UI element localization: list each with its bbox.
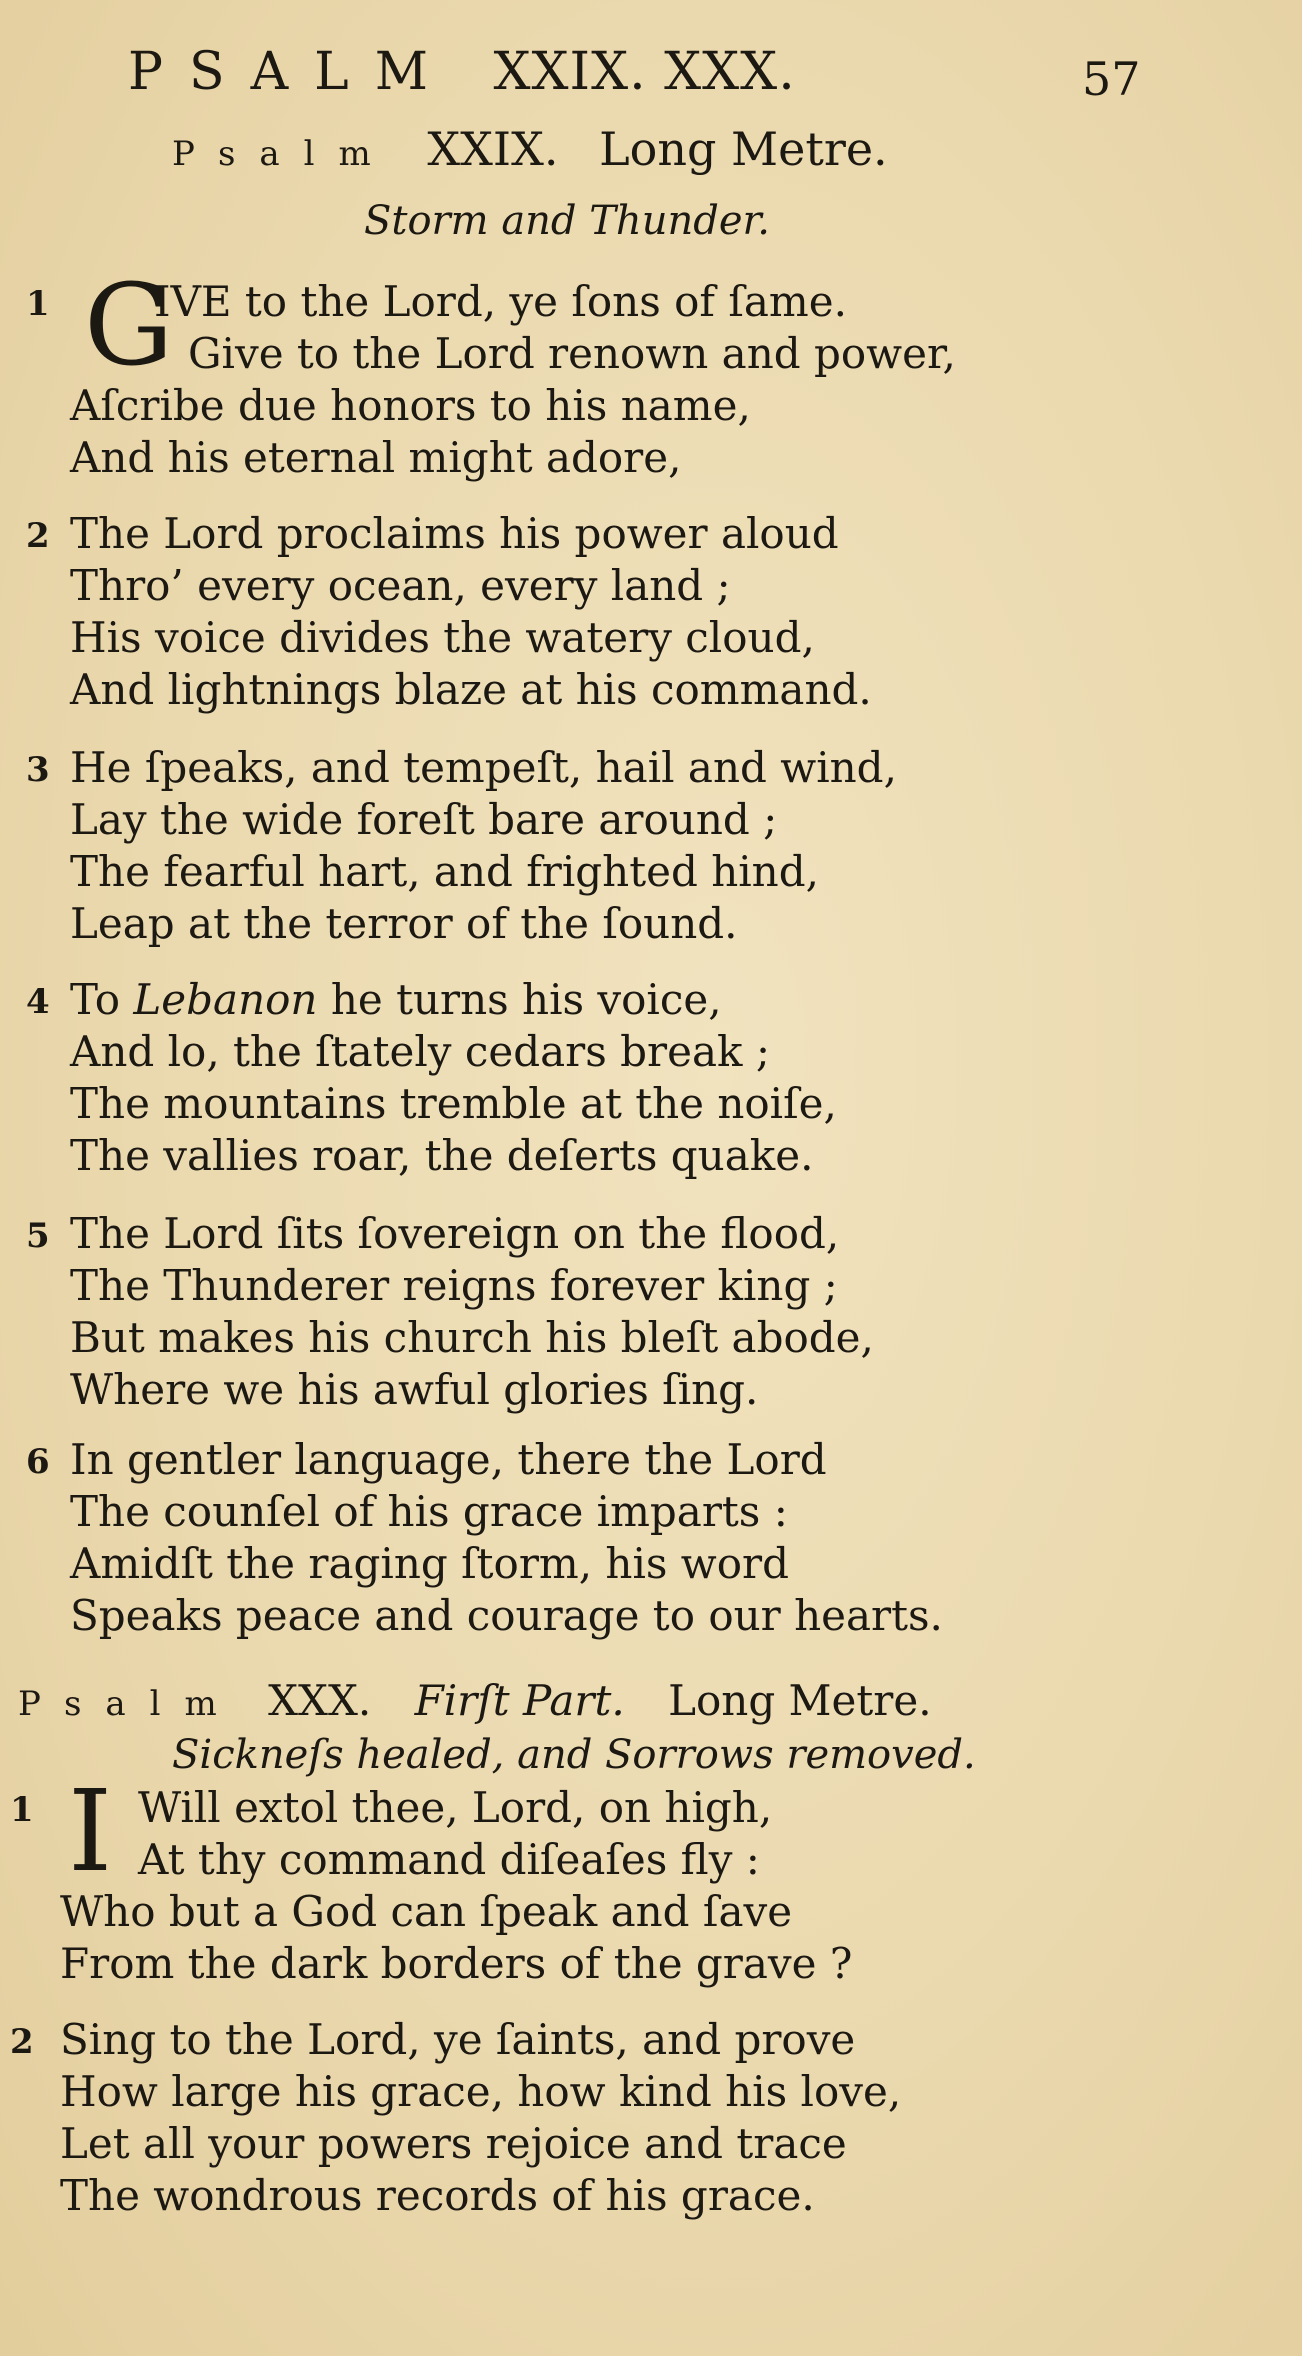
verse-line: Let all your powers rejoice and trace: [60, 2119, 847, 2168]
psalm-29-subtitle: Storm and Thunder.: [364, 198, 770, 244]
running-head-psalm-word: PSALM: [128, 42, 454, 102]
psalm-30-metre: Long Metre.: [668, 1676, 932, 1725]
psalm-30-part: Firſt Part.: [414, 1676, 625, 1725]
verse-line: At thy command diſeaſes fly :: [138, 1835, 760, 1884]
psalm-29-stanza-2: [26, 508, 872, 716]
psalm-30-stanza-1: [10, 1767, 853, 1990]
stanza-number: 1: [26, 284, 50, 324]
verse-line: Speaks peace and courage to our hearts.: [70, 1591, 943, 1640]
verse-line: The Thunderer reigns forever king ;: [70, 1261, 838, 1310]
verse-line: The Lord proclaims his power aloud: [70, 509, 839, 558]
verse-line-rest: he turns his voice,: [330, 975, 722, 1024]
verse-line: Leap at the terror of the ſound.: [70, 899, 738, 948]
verse-line: Aſcribe due honors to his name,: [70, 381, 751, 430]
psalm-29-stanza-3: [26, 742, 897, 950]
verse-line: But makes his church his bleſt abode,: [70, 1313, 874, 1362]
page-number: 57: [1082, 52, 1141, 106]
verse-line: And lo, the ſtately cedars break ;: [70, 1027, 770, 1076]
stanza-number: 6: [26, 1442, 50, 1482]
psalm-30-stanza-2: [10, 2014, 901, 2222]
psalm-29-stanza-6: [26, 1434, 943, 1642]
stanza-number: 1: [10, 1790, 34, 1830]
verse-line: The fearful hart, and frighted hind,: [70, 847, 819, 896]
psalm-30-heading: [18, 1676, 932, 1725]
psalm-29-stanza-5: [26, 1208, 874, 1416]
psalm-29-metre: Long Metre.: [599, 122, 888, 176]
verse-line: The wondrous records of his grace.: [60, 2171, 815, 2220]
stanza-number: 5: [26, 1216, 50, 1256]
verse-line: The counſel of his grace imparts :: [70, 1487, 788, 1536]
verse-line: [26, 974, 837, 1026]
psalm-29-number: XXIX.: [427, 122, 559, 176]
verse-line-lead: To: [70, 975, 134, 1024]
verse-line: His voice divides the watery cloud,: [70, 613, 815, 662]
stanza-number: 2: [10, 2022, 34, 2062]
psalm-29-heading: [172, 122, 888, 176]
psalm-29-stanza-4: [26, 974, 837, 1182]
running-head-numbers: XXIX. XXX.: [493, 42, 796, 102]
psalm-29-stanza-1: [26, 261, 956, 484]
psalm-30-number: XXX.: [268, 1676, 372, 1725]
verse-line: Will extol thee, Lord, on high,: [138, 1783, 773, 1832]
place-name-lebanon: Lebanon: [133, 975, 318, 1024]
verse-line: Thro’ every ocean, every land ;: [70, 561, 731, 610]
stanza-number: 3: [26, 750, 50, 790]
verse-line: The Lord ſits ſovereign on the flood,: [70, 1209, 840, 1258]
verse-line: Give to the Lord renown and power,: [188, 329, 956, 378]
psalm-29-psalm-word: Psalm: [172, 134, 395, 174]
verse-line: Who but a God can ſpeak and ſave: [60, 1887, 793, 1936]
verse-line: In gentler language, there the Lord: [70, 1435, 827, 1484]
verse-line: How large his grace, how kind his love,: [60, 2067, 902, 2116]
verse-line: IVE to the Lord, ye ſons of ſame.: [154, 277, 847, 326]
verse-line: Lay the wide foreſt bare around ;: [70, 795, 778, 844]
psalm-30-psalm-word: Psalm: [18, 1684, 241, 1724]
verse-line: Where we his awful glories ſing.: [70, 1365, 759, 1414]
stanza-number: 4: [26, 982, 50, 1022]
drop-cap: I: [68, 1767, 113, 1897]
psalm-30-subtitle: Sickneſs healed, and Sorrows removed.: [172, 1732, 976, 1778]
verse-line: Sing to the Lord, ye ſaints, and prove: [60, 2015, 856, 2064]
running-head: [128, 42, 796, 102]
verse-line: He ſpeaks, and tempeſt, hail and wind,: [70, 743, 897, 792]
verse-line: And lightnings blaze at his command.: [70, 665, 872, 714]
drop-cap: G: [84, 261, 174, 391]
verse-line: From the dark borders of the grave ?: [60, 1939, 853, 1988]
verse-line: The vallies roar, the deſerts quake.: [70, 1131, 814, 1180]
stanza-number: 2: [26, 516, 50, 556]
verse-line: And his eternal might adore,: [70, 433, 682, 482]
verse-line: The mountains tremble at the noiſe,: [70, 1079, 837, 1128]
verse-line: Amidſt the raging ſtorm, his word: [70, 1539, 790, 1588]
